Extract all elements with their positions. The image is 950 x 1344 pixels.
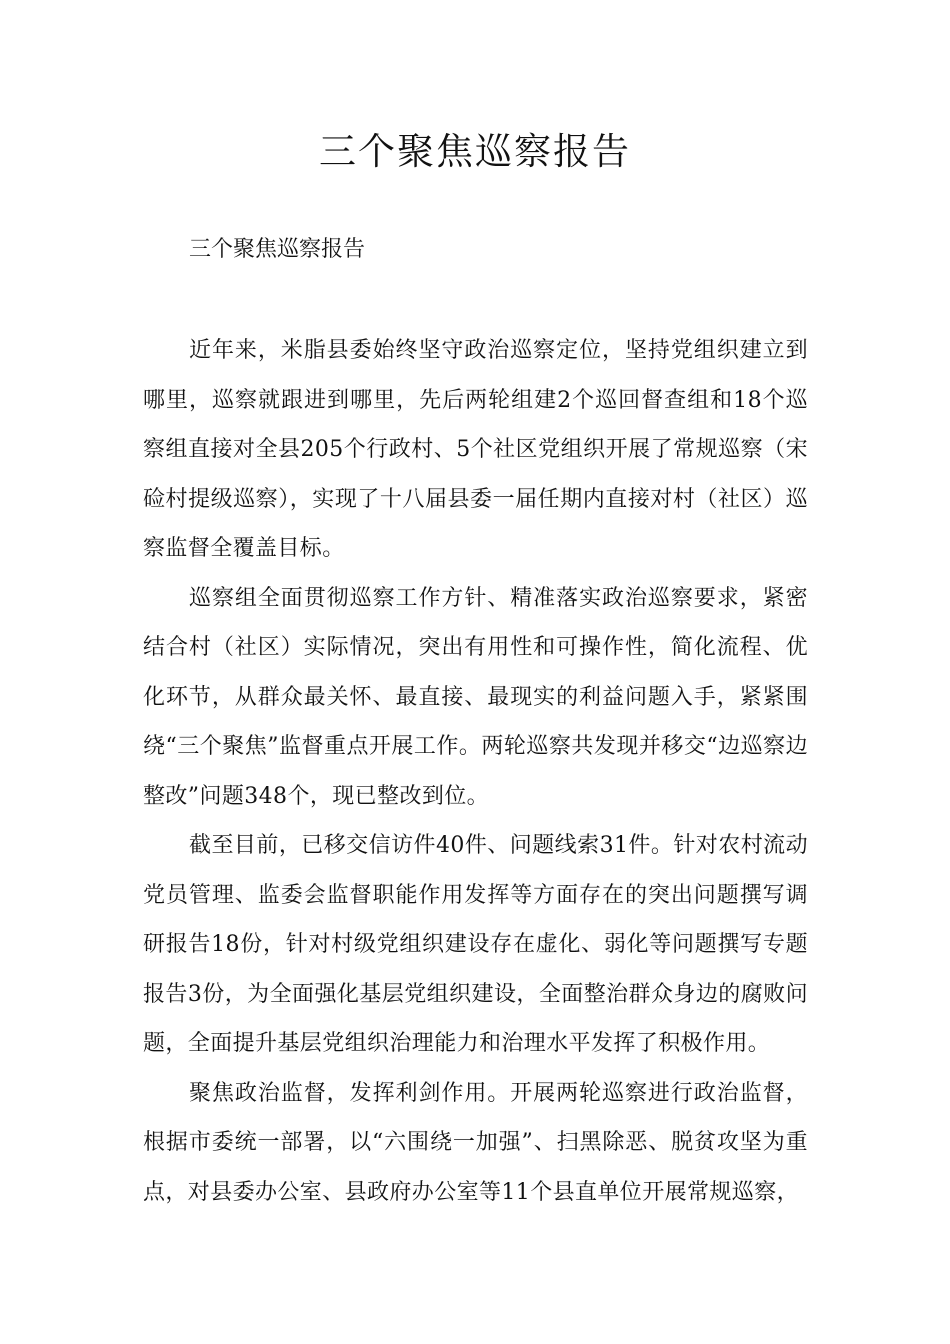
paragraph-3: 截至目前，已移交信访件40件、问题线索31件。针对农村流动党员管理、监委会监督职能作用发挥等方面存在的突出问题撰写调研报告18份，针对村级党组织建设存在虚化、弱化等问题撰写专题报告3份，为全面强化基层党组织建设，全面整治群众身边的腐败问题，全面提升基层党组织治理能力和治理水平发挥了积极作用。 — [143, 833, 808, 1056]
document-subtitle: 三个聚焦巡察报告 — [189, 237, 366, 262]
document-title: 三个聚焦巡察报告 — [319, 130, 631, 173]
paragraph-1: 近年来，米脂县委始终坚守政治巡察定位，坚持党组织建立到哪里，巡察就跟进到哪里，先后两轮组建2个巡回督查组和18个巡察组直接对全县205个行政村、5个社区党组织开展了常规巡察（宋硷村提级巡察），实现了十八届县委一届任期内直接对村（社区）巡察监督全覆盖目标。 — [143, 338, 808, 561]
document-body — [143, 326, 808, 1217]
paragraph-2: 巡察组全面贯彻巡察工作方针、精准落实政治巡察要求，紧密结合村（社区）实际情况，突出有用性和可操作性，简化流程、优化环节，从群众最关怀、最直接、最现实的利益问题入手，紧紧围绕“三个聚焦”监督重点开展工作。两轮巡察共发现并移交“边巡察边整改”问题348个，现已整改到位。 — [143, 585, 808, 809]
paragraph-4: 聚焦政治监督，发挥利剑作用。开展两轮巡察进行政治监督，根据市委统一部署，以“六围绕一加强”、扫黑除恶、脱贫攻坚为重点，对县委办公室、县政府办公室等11个县直单位开展常规巡察， — [143, 1080, 808, 1205]
